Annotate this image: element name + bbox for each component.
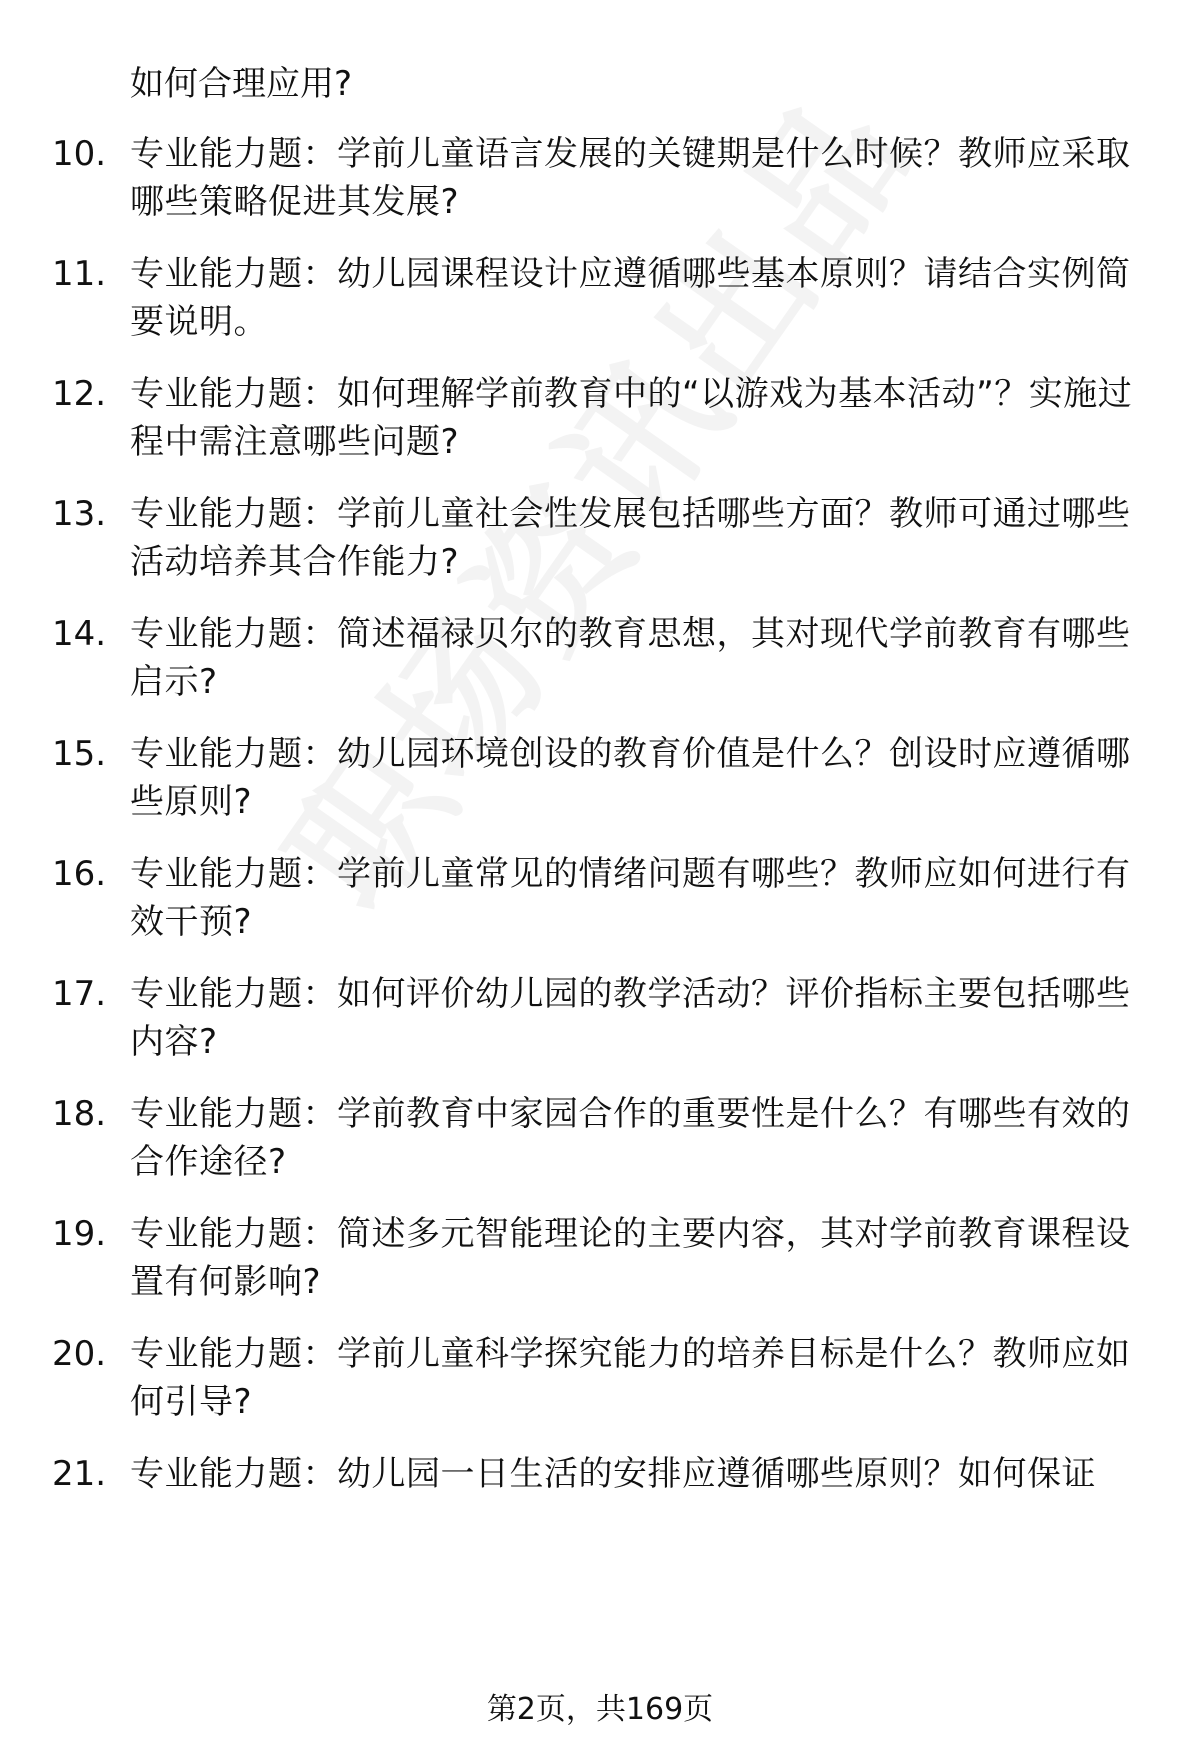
continuation-text: 如何合理应用?: [130, 64, 353, 104]
question-text: 专业能力题：学前儿童社会性发展包括哪些方面？教师可通过哪些活动培养其合作能力?: [130, 494, 1131, 582]
question-number: 13.: [52, 494, 107, 534]
question-number: 10.: [52, 134, 107, 174]
question-text: 专业能力题：学前儿童语言发展的关键期是什么时候？教师应采取哪些策略促进其发展?: [130, 134, 1131, 222]
question-text: 专业能力题：如何评价幼儿园的教学活动？评价指标主要包括哪些内容?: [130, 974, 1131, 1062]
question-number: 16.: [52, 854, 107, 894]
question-number: 11.: [52, 254, 107, 294]
question-text: 专业能力题：幼儿园环境创设的教育价值是什么？创设时应遵循哪些原则?: [130, 734, 1131, 822]
question-text: 专业能力题：简述多元智能理论的主要内容，其对学前教育课程设置有何影响?: [130, 1214, 1131, 1302]
question-number: 14.: [52, 614, 107, 654]
question-number: 21.: [52, 1454, 107, 1494]
question-text: 专业能力题：学前儿童科学探究能力的培养目标是什么？教师应如何引导?: [130, 1334, 1131, 1422]
question-number: 20.: [52, 1334, 107, 1374]
question-text: 专业能力题：学前儿童常见的情绪问题有哪些？教师应如何进行有效干预?: [130, 854, 1131, 942]
question-number: 18.: [52, 1094, 107, 1134]
question-number: 17.: [52, 974, 107, 1014]
question-number: 12.: [52, 374, 107, 414]
question-text: 专业能力题：幼儿园一日生活的安排应遵循哪些原则？如何保证: [130, 1454, 1096, 1494]
page-footer: 第2页，共169页: [486, 1692, 714, 1727]
question-number: 15.: [52, 734, 107, 774]
question-text: 专业能力题：学前教育中家园合作的重要性是什么？有哪些有效的合作途径?: [130, 1094, 1131, 1182]
question-number: 19.: [52, 1214, 107, 1254]
question-text: 专业能力题：幼儿园课程设计应遵循哪些基本原则？请结合实例简要说明。: [130, 254, 1131, 342]
question-text: 专业能力题：简述福禄贝尔的教育思想，其对现代学前教育有哪些启示?: [130, 614, 1131, 702]
question-text: 专业能力题：如何理解学前教育中的“以游戏为基本活动”？实施过程中需注意哪些问题?: [130, 374, 1133, 462]
